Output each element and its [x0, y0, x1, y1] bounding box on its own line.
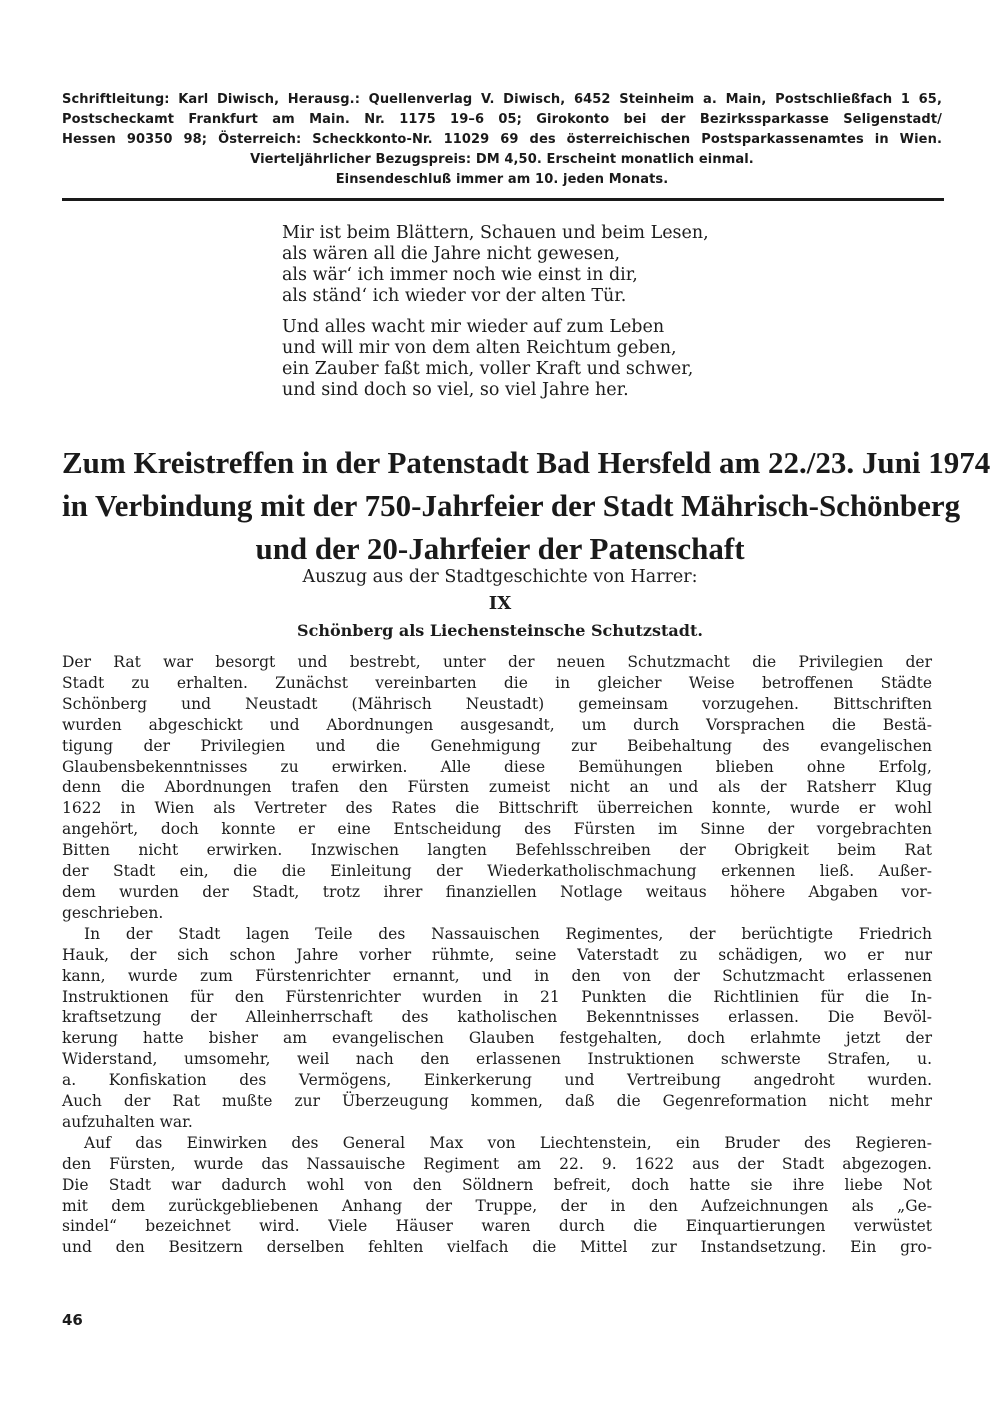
body-text-line: Die Stadt war dadurch wohl von den Söldnern befreit, doch hatte sie ihre liebe Not — [62, 1175, 932, 1194]
body-text-line: Instruktionen für den Fürstenrichter wurden in 21 Punkten die Richtlinien für die In- — [62, 987, 932, 1006]
header-divider — [62, 198, 944, 201]
masthead-line: Postscheckamt Frankfurt am Main. Nr. 1175 19–6 05; Girokonto bei der Bezirkssparkasse Seligenstadt/ — [62, 112, 942, 127]
poem-verse: Und alles wacht mir wieder auf zum Leben — [282, 317, 665, 337]
section-title: Schönberg als Liechensteinsche Schutzstadt. — [297, 621, 703, 640]
body-text-line: Bitten nicht erwirken. Inzwischen langten Befehlsschreiben der Obrigkeit beim Rat — [62, 841, 932, 860]
body-text-line: Schönberg und Neustadt (Mährisch Neustadt) gemeinsam vorzugehen. Bittschriften — [62, 694, 932, 713]
poem-verse: als ständ‘ ich wieder vor der alten Tür. — [282, 286, 627, 306]
poem — [282, 223, 842, 401]
body-text-line: 1622 in Wien als Vertreter des Rates die Bittschrift überreichen konnte, wurde er wohl — [62, 799, 932, 818]
poem-verse: Mir ist beim Blättern, Schauen und beim Lesen, — [282, 223, 709, 243]
article-subtitle: Auszug aus der Stadtgeschichte von Harrer: — [302, 567, 698, 587]
article-title-line: in Verbindung mit der 750-Jahrfeier der Stadt Mährisch-Schönberg — [62, 488, 961, 523]
body-text-line: Stadt zu erhalten. Zunächst vereinbarten die in gleicher Weise betroffenen Städte — [62, 673, 932, 692]
body-text-line: dem wurden der Stadt, trotz ihrer finanziellen Notlage weitaus höhere Abgaben vor- — [62, 882, 932, 901]
masthead-imprint — [62, 90, 942, 190]
body-text-line: wurden abgeschickt und Abordnungen ausgesandt, um durch Vorsprachen die Bestä- — [62, 715, 932, 734]
poem-verse: ein Zauber faßt mich, voller Kraft und schwer, — [282, 359, 694, 379]
body-text-line: Hauk, der sich schon Jahre vorher rühmte, seine Vaterstadt zu schädigen, wo er nur — [62, 945, 932, 964]
poem-verse: als wären all die Jahre nicht gewesen, — [282, 244, 621, 264]
body-text-line: der Stadt ein, die die Einleitung der Wiederkatholischmachung erkennen ließ. Außer- — [62, 862, 932, 881]
chapter-number: IX — [488, 593, 512, 614]
article-title-line: Zum Kreistreffen in der Patenstadt Bad Hersfeld am 22./23. Juni 1974 — [62, 445, 991, 480]
article-body — [62, 652, 932, 1258]
masthead-line: Vierteljährlicher Bezugspreis: DM 4,50. Erscheint monatlich einmal. — [250, 152, 754, 167]
poem-verse: und sind doch so viel, so viel Jahre her. — [282, 380, 629, 400]
body-text-line: den Fürsten, wurde das Nassauische Regiment am 22. 9. 1622 aus der Stadt abgezogen. — [62, 1154, 932, 1173]
masthead-line: Einsendeschluß immer am 10. jeden Monats. — [335, 172, 669, 187]
body-text-line: aufzuhalten war. — [62, 1112, 193, 1131]
body-text-line: Der Rat war besorgt und bestrebt, unter der neuen Schutzmacht die Privilegien der — [62, 653, 932, 671]
page-number: 46 — [62, 1311, 83, 1329]
masthead-line: Hessen 90350 98; Österreich: Scheckkonto-Nr. 11029 69 des österreichischen Postsparkassenamtes in Wien. — [62, 132, 942, 147]
body-text-line: sindel“ bezeichnet wird. Viele Häuser waren durch die Einquartierungen verwüstet — [62, 1217, 932, 1236]
body-text-line: Auch der Rat mußte zur Überzeugung kommen, daß die Gegenreformation nicht mehr — [62, 1092, 932, 1111]
body-text-line: angehört, doch konnte er eine Entscheidung des Fürsten im Sinne der vorgebrachten — [62, 820, 932, 839]
poem-stanza-2 — [282, 317, 842, 401]
body-text-line: und den Besitzern derselben fehlten vielfach die Mittel zur Instandsetzung. Ein gro- — [62, 1238, 932, 1257]
poem-verse: als wär‘ ich immer noch wie einst in dir, — [282, 265, 638, 285]
body-text-line: In der Stadt lagen Teile des Nassauischen Regimentes, der berüchtigte Friedrich — [84, 924, 932, 943]
body-text-line: a. Konfiskation des Vermögens, Einkerkerung und Vertreibung angedroht wurden. — [62, 1071, 932, 1090]
article-title-line: und der 20-Jahrfeier der Patenschaft — [255, 531, 745, 566]
poem-verse: und will mir von dem alten Reichtum geben, — [282, 338, 677, 358]
masthead-line: Schriftleitung: Karl Diwisch, Herausg.: Quellenverlag V. Diwisch, 6452 Steinheim a. Main, Postschließfach 1 65, — [62, 92, 942, 107]
body-text-line: Widerstand, umsomehr, weil nach den erlassenen Instruktionen schwerste Strafen, u. — [62, 1050, 932, 1069]
body-text-line: Auf das Einwirken des General Max von Liechtenstein, ein Bruder des Regieren- — [84, 1133, 932, 1152]
article-title — [62, 441, 991, 570]
body-text-line: tigung der Privilegien und die Genehmigung zur Beibehaltung des evangelischen — [62, 736, 932, 755]
body-text-line: denn die Abordnungen trafen den Fürsten zumeist nicht an und als der Ratsherr Klug — [62, 778, 932, 797]
poem-stanza-1 — [282, 223, 842, 307]
body-text-line: kerung hatte bisher am evangelischen Glauben festgehalten, doch erlahmte jetzt der — [62, 1029, 932, 1048]
body-text-line: geschrieben. — [62, 903, 164, 922]
body-text-line: mit dem zurückgebliebenen Anhang der Truppe, der in den Aufzeichnungen als „Ge- — [62, 1196, 932, 1215]
body-text-line: kraftsetzung der Alleinherrschaft des katholischen Bekenntnisses erlassen. Die Bevöl- — [62, 1008, 932, 1027]
body-text-line: kann, wurde zum Fürstenrichter ernannt, und in den von der Schutzmacht erlassenen — [62, 966, 932, 985]
body-text-line: Glaubensbekenntnisses zu erwirken. Alle diese Bemühungen blieben ohne Erfolg, — [62, 757, 932, 776]
